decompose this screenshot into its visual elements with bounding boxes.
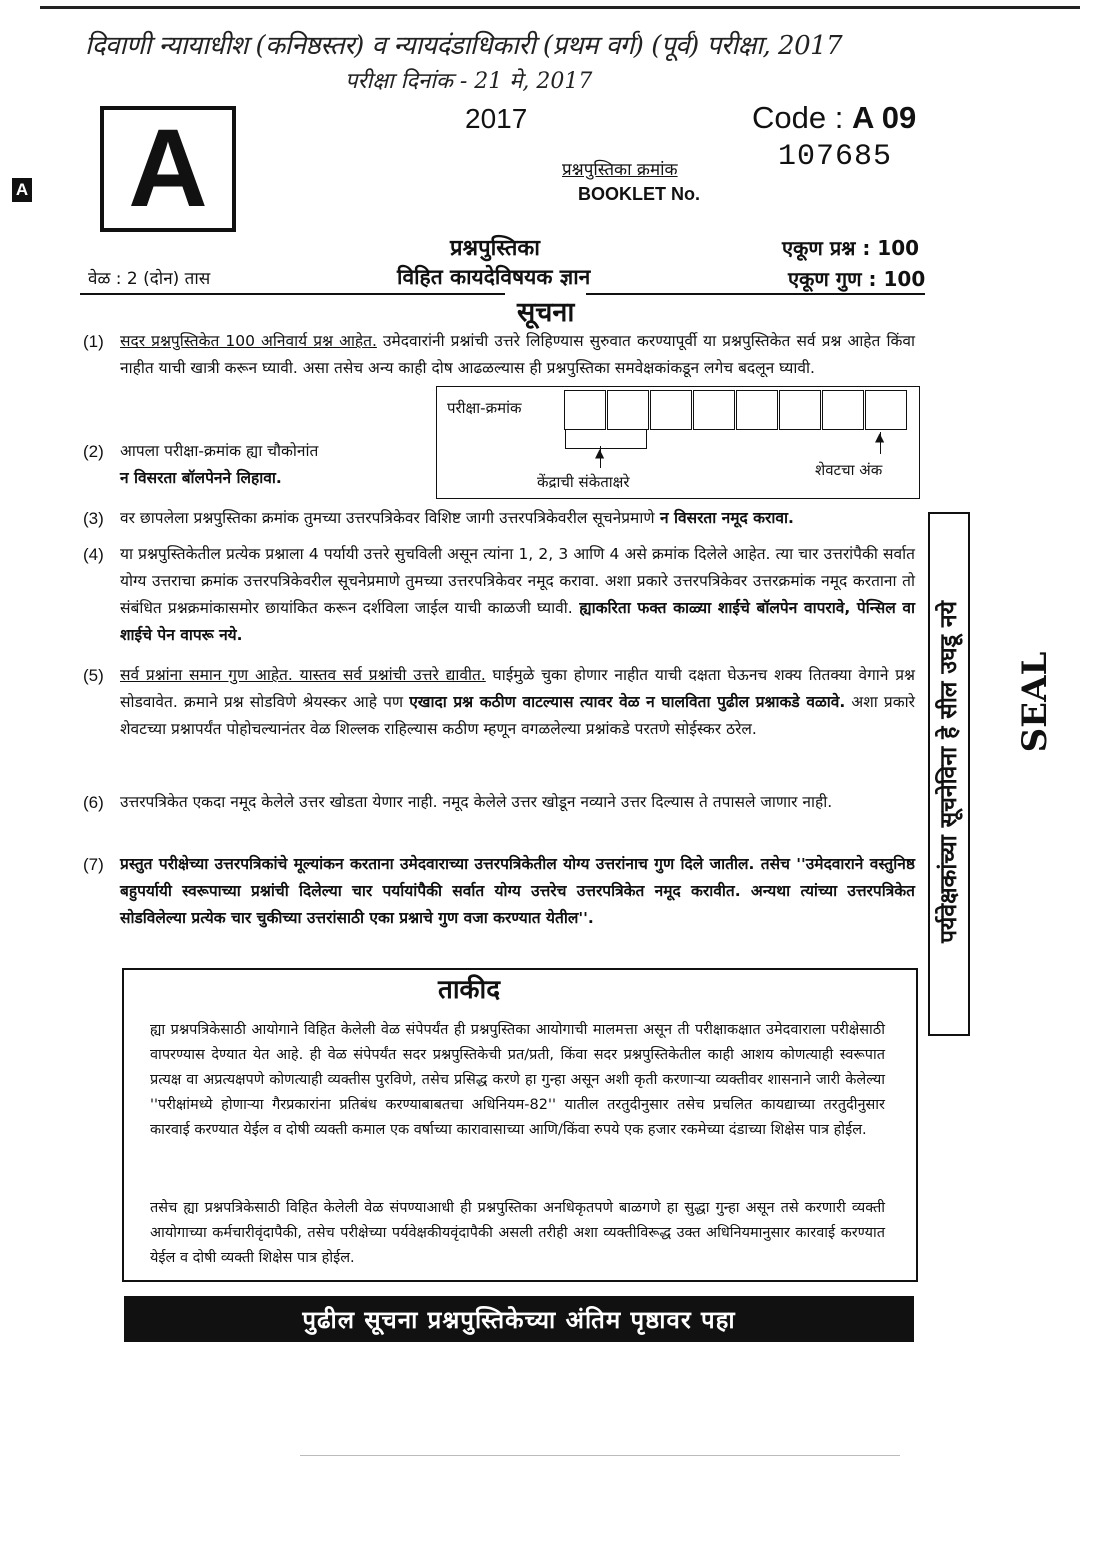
total-questions: एकूण प्रश्न : 100 <box>782 236 920 260</box>
warning-paragraph: ह्या प्रश्नपत्रिकेसाठी आयोगाने विहित केलेली वेळ संपेपर्यंत ही प्रश्नपुस्तिका आयोगाची मालमत्ता असून ती परीक्षाकक्षात उमेदवाराला परीक्षेसाठी वापरण्यास देण्यात येत आहे. ही वेळ संपेपर्यंत सदर प्रश्नपुस्तिकेची प्रत/प्रती, किंवा सदर प्रश्नपुस्तिकेतील काही आशय कोणत्याही स्वरूपात प्रत्यक्ष वा अप्रत्यक्षपणे कोणत्याही व्यक्तीस पुरविणे, तसेच प्रसिद्ध करणे हा गुन्हा असून अशी कृती करणाऱ्या व्यक्तीवर शासनाने जारी केलेल्या ''परीक्षांमध्ये होणाऱ्या गैरप्रकारांना प्रतिबंध करण्याबाबतचा अधिनियम-82'' यातील तरतुदीनुसार तसेच प्रचलित कायद्याच्या तरतुदीनुसार कारवाई करण्यात येईल व दोषी व्यक्ती कमाल एक वर्षाच्या कारावासाच्या आणि/किंवा रुपये एक हजार रकमेच्या दंडाच्या शिक्षेस पात्र होईल. <box>150 1022 885 1138</box>
booklet-title: प्रश्नपुस्तिका <box>450 236 540 261</box>
total-marks: एकूण गुण : 100 <box>788 267 926 291</box>
instruction-text: सदर प्रश्नपुस्तिकेत 100 अनिवार्य प्रश्न आहेत. <box>120 332 377 350</box>
seal-warning-text: पर्यवेक्षकांच्या सूचनेविना हे सील उघडू नये <box>936 600 962 944</box>
centre-code-label: केंद्राची संकेताक्षरे <box>537 473 630 491</box>
booklet-number: 107685 <box>778 140 893 174</box>
handwritten-exam-date: परीक्षा दिनांक - 21 मे, 2017 <box>345 69 593 94</box>
seat-digit-cell[interactable] <box>865 390 907 430</box>
scan-artifact-line <box>300 1455 900 1456</box>
warning-paragraph: तसेच ह्या प्रश्नपत्रिकेसाठी विहित केलेली वेळ संपण्याआधी ही प्रश्नपुस्तिका अनधिकृतपणे बाळगणे हा सुद्धा गुन्हा असून तसे करणारी व्यक्ती आयोगाच्या कर्मचारीवृंदापैकी, तसेच परीक्षेच्या पर्यवेक्षकीयवृंदापैकी असली तरीही अशा व्यक्तीविरूद्ध उक्त अधिनियमानुसार कारवाई करण्यात येईल व दोषी व्यक्ती शिक्षेस पात्र होईल. <box>150 1200 885 1266</box>
top-border <box>40 6 1080 9</box>
arrow-head-icon: ▲ <box>595 446 605 460</box>
seat-digit-cell[interactable] <box>607 390 649 430</box>
instruction-number: (6) <box>83 793 104 812</box>
instruction-6 <box>83 789 915 816</box>
seat-digit-cell[interactable] <box>564 390 606 430</box>
last-digit-label: शेवटचा अंक <box>815 461 883 479</box>
instruction-text: न विसरता नमूद करावा. <box>654 509 794 527</box>
exam-duration: वेळ : 2 (दोन) तास <box>88 269 211 289</box>
instruction-text: घाईमुळे चुका होणार नाहीत याची दक्षता घेऊनच शक्य तितक्या वेगाने प्रश्न सोडवावेत. क्रमाने प्रश्न सोडविणे श्रेयस्कर आहे पण <box>120 666 915 711</box>
instruction-number: (7) <box>83 855 104 874</box>
seat-number-cells[interactable] <box>564 390 908 430</box>
instruction-text: सर्व प्रश्नांना समान गुण आहेत. यास्तव सर्व प्रश्नांची उत्तरे द्यावीत. <box>120 666 486 684</box>
instruction-text: उमेदवारांनी प्रश्नांची उत्तरे लिहिण्यास सुरुवात करण्यापूर्वी या प्रश्नपुस्तिकेत सर्व प्रश्न आहेत किंवा नाहीत याची खात्री करून घ्यावी. असा तसेच अन्य काही दोष आढळल्यास ही प्रश्नपुस्तिका समवेक्षकांकडून लगेच बदलून घ्यावी. <box>120 332 915 377</box>
booklet-label-marathi: प्रश्नपुस्तिका क्रमांक <box>562 160 678 180</box>
instruction-text: ह्याकरिता फक्त काळ्या शाईचे बॉलपेन वापरावे, पेन्सिल वा शाईचे पेन वापरू नये. <box>120 599 915 644</box>
instruction-7 <box>83 851 915 932</box>
instruction-number: (3) <box>83 509 104 528</box>
instruction-number: (2) <box>83 442 104 461</box>
subject-title: विहित कायदेविषयक ज्ञान <box>397 265 591 289</box>
seat-digit-cell[interactable] <box>822 390 864 430</box>
instruction-text: प्रस्तुत परीक्षेच्या उत्तरपत्रिकांचे मूल्यांकन करताना उमेदवाराच्या उत्तरपत्रिकेतील योग्य उत्तरांनाच गुण दिले जातील. तसेच ''उमेदवाराने वस्तुनिष्ठ बहुपर्यायी स्वरूपाच्या प्रश्नांची दिलेल्या चार पर्यायांपैकी सर्वात योग्य उत्तरेच उत्तरपत्रिकेत नमूद करावीत. अन्यथा त्यांच्या उत्तरपत्रिकेत सोडविलेल्या प्रत्येक चार चुकीच्या उत्तरांसाठी एका प्रश्नाचे गुण वजा करण्यात येतील''. <box>120 855 915 927</box>
arrow-head-icon: ▲ <box>875 430 885 444</box>
instruction-text: एखादा प्रश्न कठीण वाटल्यास त्यावर वेळ न घालविता पुढील प्रश्नाकडे वळावे. <box>409 693 846 711</box>
header-divider <box>80 293 925 295</box>
code-value: A 09 <box>851 100 917 135</box>
footer-text: पुढील सूचना प्रश्नपुस्तिकेच्या अंतिम पृष्ठावर पहा <box>302 1305 736 1334</box>
instruction-4 <box>83 541 915 649</box>
instruction-text: न विसरता बॉलपेनने लिहावा. <box>120 469 282 487</box>
booklet-label-english: BOOKLET No. <box>578 184 700 204</box>
footer-banner <box>124 1296 914 1342</box>
instruction-1 <box>83 328 915 382</box>
instruction-text: उत्तरपत्रिकेत एकदा नमूद केलेले उत्तर खोडता येणार नाही. नमूद केलेले उत्तर खोडून नव्याने उत्तर दिल्यास ते तपासले जाणार नाही. <box>120 793 833 811</box>
seal-label: SEAL <box>1015 651 1055 753</box>
instruction-5 <box>83 662 915 743</box>
centre-code-bracket <box>565 430 647 449</box>
handwritten-exam-title: दिवाणी न्यायाधीश (कनिष्ठस्तर) व न्यायदंडाधिकारी (प्रथम वर्ग) (पूर्व) परीक्षा, 2017 <box>85 31 843 61</box>
seat-digit-cell[interactable] <box>650 390 692 430</box>
instruction-3 <box>83 505 920 532</box>
seat-number-label: परीक्षा-क्रमांक <box>447 399 522 417</box>
instruction-number: (5) <box>83 666 104 685</box>
booklet-code <box>752 100 916 136</box>
seat-digit-cell[interactable] <box>779 390 821 430</box>
set-letter-box <box>100 106 236 232</box>
instruction-number: (4) <box>83 545 104 564</box>
instruction-text: अशा प्रकारे शेवटच्या प्रश्नापर्यंत पोहोचल्यानंतर वेळ शिल्लक राहिल्यास कठीण म्हणून वगळलेल्या प्रश्नांकडे परतणे सोईस्कर ठरेल. <box>120 693 915 738</box>
exam-year: 2017 <box>465 103 528 134</box>
side-set-tab: A <box>12 178 32 202</box>
instructions-heading: सूचना <box>505 292 586 329</box>
warning-heading: ताकीद <box>438 975 501 1005</box>
code-label: Code : <box>752 100 852 135</box>
set-letter: A <box>128 107 208 230</box>
seat-digit-cell[interactable] <box>693 390 735 430</box>
instruction-number: (1) <box>83 332 104 351</box>
instruction-text: या प्रश्नपुस्तिकेतील प्रत्येक प्रश्नाला 4 पर्यायी उत्तरे सुचविली असून त्यांना 1, 2, 3 आणि 4 असे क्रमांक दिलेले आहेत. त्या चार उत्तरांपैकी सर्वात योग्य उत्तराचा क्रमांक उत्तरपत्रिकेवरील सूचनेप्रमाणे तुमच्या उत्तरपत्रिकेवर नमूद करावा. अशा प्रकारे उत्तरपत्रिकेवर उत्तरक्रमांक नमूद करताना तो संबंधित प्रश्नक्रमांकासमोर छायांकित करून दर्शविला जाईल याची काळजी घ्यावी. <box>120 545 915 617</box>
instruction-2 <box>83 438 420 492</box>
instruction-text: वर छापलेला प्रश्नपुस्तिका क्रमांक तुमच्या उत्तरपत्रिकेवर विशिष्ट जागी उत्तरपत्रिकेवरील सूचनेप्रमाणे <box>120 509 655 527</box>
seat-digit-cell[interactable] <box>736 390 778 430</box>
instruction-text: आपला परीक्षा-क्रमांक ह्या चौकोनांत <box>120 442 319 460</box>
